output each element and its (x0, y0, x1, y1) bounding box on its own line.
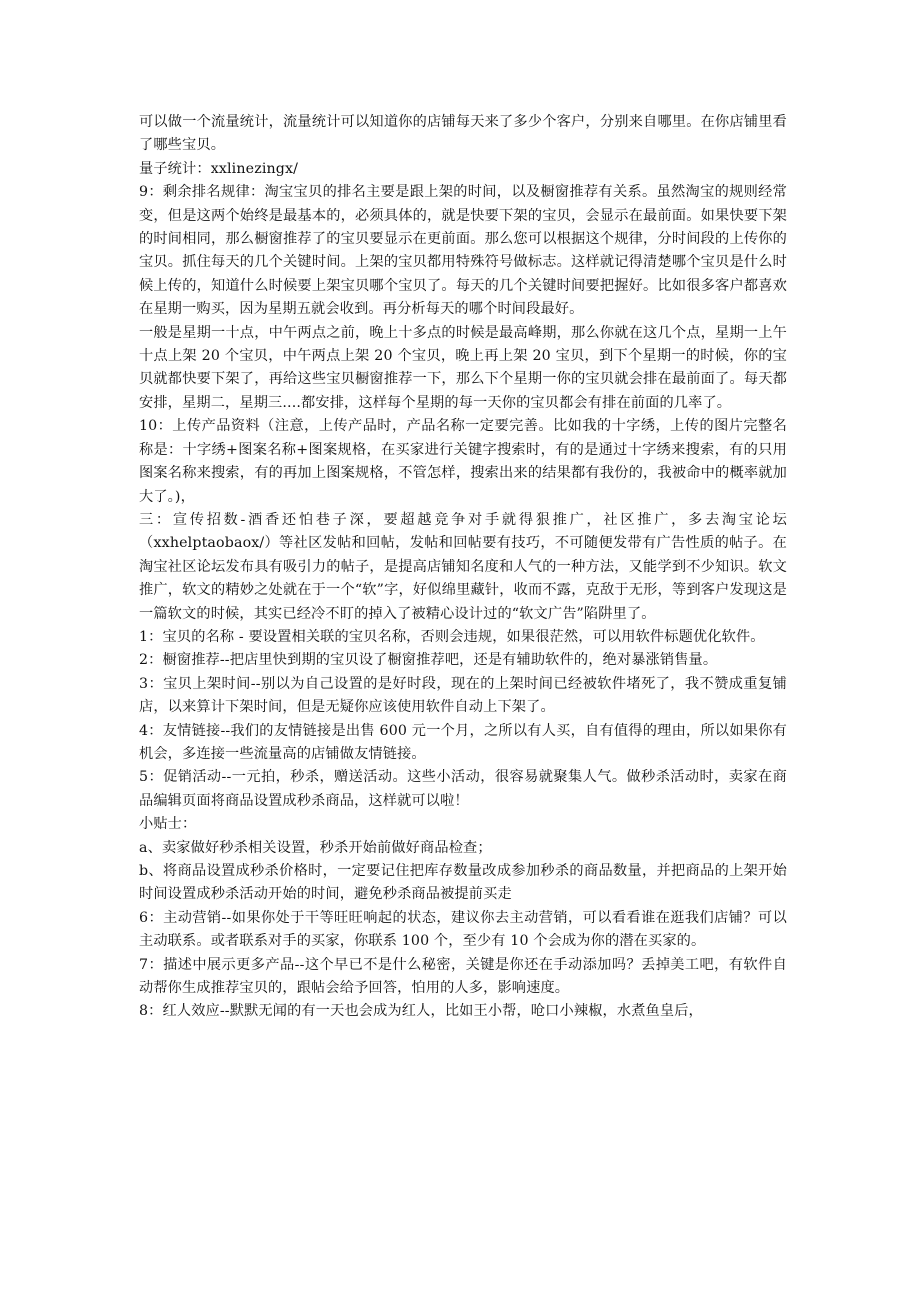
paragraph-active-marketing: 6：主动营销--如果你处于干等旺旺响起的状态，建议你去主动营销，可以看看谁在逛我们店铺？可以主动联系。或者联系对手的买家，你联系 100 个，至少有 10 个会成为你的潜在买家的。 (139, 909, 787, 950)
paragraph-promotion-tactics: 三：宣传招数-酒香还怕巷子深，要超越竞争对手就得狠推广，社区推广，多去淘宝论坛（xxhelptaobaox/）等社区发帖和回帖，发帖和回帖要有技巧，不可随便发带有广告性质的帖子。在淘宝社区论坛发布具有吸引力的帖子，是提高店铺知名度和人气的一种方法，又能学到不少知识。软文推广，软文的精妙之处就在于一个“软”字，好似绵里藏针，收而不露，克敌于无形，等到客户发现这是一篇软文的时候，其实已经冷不盯的掉入了被精心设计过的“软文广告”陷阱里了。 (139, 511, 787, 622)
paragraph-tip-a: a、卖家做好秒杀相关设置，秒杀开始前做好商品检查； (139, 839, 492, 856)
paragraph-window-recommend: 2：橱窗推荐--把店里快到期的宝贝设了橱窗推荐吧，还是有辅助软件的，绝对暴涨销售量。 (139, 652, 718, 669)
paragraph-tip-b: b、将商品设置成秒杀价格时，一定要记住把库存数量改成参加秒杀的商品数量，并把商品的上架开始时间设置成秒杀活动开始的时间，避免秒杀商品被提前买走 (139, 863, 787, 903)
paragraph-ranking-rules: 9：剩余排名规律：淘宝宝贝的排名主要是跟上架的时间，以及橱窗推荐有关系。虽然淘宝的规则经常变，但是这两个始终是最基本的，必须具体的，就是快要下架的宝贝，会显示在最前面。如果快要下架的时间相同，那么橱窗推荐了的宝贝要显示在更前面。那么您可以根据这个规律，分时间段的上传你的宝贝。抓住每天的几个关键时间。上架的宝贝都用特殊符号做标志。这样就记得清楚哪个宝贝是什么时候上传的，知道什么时候要上架宝贝哪个宝贝了。每天的几个关键时间要把握好。比如很多客户都喜欢在星期一购买，因为星期五就会收到。再分析每天的哪个时间段最好。 (139, 184, 787, 318)
document-body (139, 111, 787, 1024)
paragraph-quantum-stats: 量子统计：xxlinezingx/ (139, 160, 299, 177)
paragraph-traffic-stats: 可以做一个流量统计，流量统计可以知道你的店铺每天来了多少个客户，分别来自哪里。在你店铺里看了哪些宝贝。 (139, 114, 787, 154)
paragraph-influencer-effect: 8：红人效应--默默无闻的有一天也会成为红人，比如王小帮，呛口小辣椒，水煮鱼皇后， (139, 1003, 703, 1020)
paragraph-listing-time: 3：宝贝上架时间--别以为自己设置的是好时段，现在的上架时间已经被软件堵死了，我不赞成重复铺店，以来算计下架时间，但是无疑你应该使用软件自动上下架了。 (139, 675, 787, 716)
paragraph-upload-product-info: 10：上传产品资料（注意，上传产品时，产品名称一定要完善。比如我的十字绣，上传的图片完整名称是：十字绣+图案名称+图案规格，在买家进行关键字搜索时，有的是通过十字绣来搜索，有的只用图案名称来搜索，有的再加上图案规格，不管怎样，搜索出来的结果都有我份的，我被命中的概率就加大了。)， (139, 418, 787, 505)
paragraph-promo-activities: 5：促销活动--一元拍，秒杀，赠送活动。这些小活动，很容易就聚集人气。做秒杀活动时，卖家在商品编辑页面将商品设置成秒杀商品，这样就可以啦！ (139, 769, 787, 809)
paragraph-peak-times: 一般是星期一十点，中午两点之前，晚上十多点的时候是最高峰期，那么你就在这几个点，星期一上午十点上架 20 个宝贝，中午两点上架 20 个宝贝，晚上再上架 20 宝贝，到下个星期一的时候，你的宝贝就都快要下架了，再给这些宝贝橱窗推荐一下，那么下个星期一你的宝贝就会排在最前面了。每天都安排，星期二，星期三....都安排，这样每个星期的每一天你的宝贝都会有排在前面的几率了。 (139, 324, 787, 411)
paragraph-show-more-products: 7：描述中展示更多产品--这个早已不是什么秘密，关键是你还在手动添加吗？丢掉美工吧，有软件自动帮你生成推荐宝贝的，跟帖会给予回答，怕用的人多，影响速度。 (139, 956, 787, 997)
paragraph-item-name: 1：宝贝的名称 - 要设置相关联的宝贝名称，否则会违规，如果很茫然，可以用软件标题优化软件。 (139, 628, 765, 645)
paragraph-tips-heading: 小贴士： (139, 816, 197, 833)
paragraph-friend-links: 4：友情链接--我们的友情链接是出售 600 元一个月，之所以有人买，自有值得的理由，所以如果你有机会，多连接一些流量高的店铺做友情链接。 (139, 722, 787, 762)
